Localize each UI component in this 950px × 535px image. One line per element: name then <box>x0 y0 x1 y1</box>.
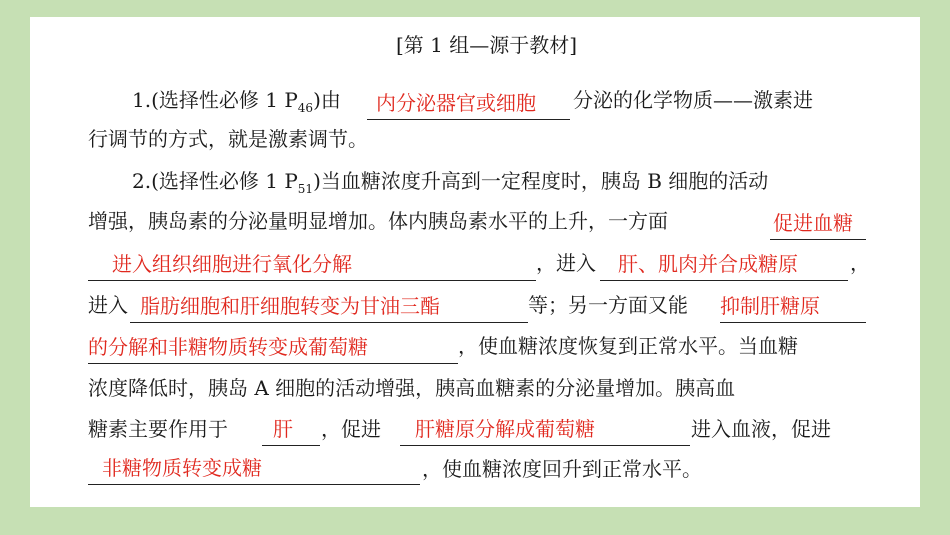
answer-blank <box>367 119 570 120</box>
answer-text: 抑制肝糖原 <box>720 294 820 318</box>
answer-text: 的分解和非糖物质转变成葡萄糖 <box>88 335 368 359</box>
answer-blank <box>88 280 536 281</box>
answer-text: 肝、肌肉并合成糖原 <box>618 252 798 276</box>
q2-after-page: )当血糖浓度升高到一定程度时，胰岛 B 细胞的活动 <box>313 169 769 193</box>
q2-page-number: 51 <box>297 182 314 196</box>
question-2-text: ，使血糖浓度回升到正常水平。 <box>422 457 702 481</box>
q1-prefix: 1.(选择性必修 1 P <box>132 88 298 112</box>
section-title: [第 1 组—源于教材] <box>396 33 578 57</box>
answer-text: 肝 <box>273 417 293 441</box>
answer-text: 进入组织细胞进行氧化分解 <box>112 252 352 276</box>
answer-blank <box>770 239 866 240</box>
question-2-text: ， <box>850 251 870 275</box>
answer-blank <box>130 322 528 323</box>
question-1-line-2: 行调节的方式，就是激素调节。 <box>88 127 368 151</box>
question-2-text: 进入血液，促进 <box>691 417 831 441</box>
answer-blank <box>720 322 866 323</box>
answer-text: 内分泌器官或细胞 <box>376 91 536 115</box>
q1-page-number: 46 <box>297 101 314 115</box>
answer-blank <box>600 280 848 281</box>
question-1-line-1 <box>132 86 341 114</box>
question-2-text: ，进入 <box>536 251 596 275</box>
question-2-line-2: 增强，胰岛素的分泌量明显增加。体内胰岛素水平的上升，一方面 <box>88 209 668 233</box>
question-2-text: 等；另一方面又能 <box>528 293 688 317</box>
answer-blank <box>262 445 320 446</box>
question-2-text: 糖素主要作用于 <box>88 417 228 441</box>
answer-text: 非糖物质转变成糖 <box>102 456 262 480</box>
answer-text: 脂肪细胞和肝细胞转变为甘油三酯 <box>140 294 440 318</box>
question-2-line-6: 浓度降低时，胰岛 A 细胞的活动增强，胰高血糖素的分泌量增加。胰高血 <box>88 376 736 400</box>
answer-blank <box>88 484 420 485</box>
question-1-line-1-end: 分泌的化学物质——激素进 <box>573 88 813 112</box>
q2-prefix: 2.(选择性必修 1 P <box>132 169 298 193</box>
answer-blank <box>88 363 458 364</box>
q1-after-page: )由 <box>313 88 341 112</box>
question-2-text: ，使血糖浓度恢复到正常水平。当血糖 <box>458 334 798 358</box>
question-2-line-1 <box>132 167 768 195</box>
answer-text: 促进血糖 <box>773 211 853 235</box>
question-2-text: ，促进 <box>321 417 381 441</box>
question-2-text: 进入 <box>88 293 128 317</box>
answer-blank <box>400 445 690 446</box>
answer-text: 肝糖原分解成葡萄糖 <box>415 417 595 441</box>
slide-canvas <box>30 17 920 507</box>
